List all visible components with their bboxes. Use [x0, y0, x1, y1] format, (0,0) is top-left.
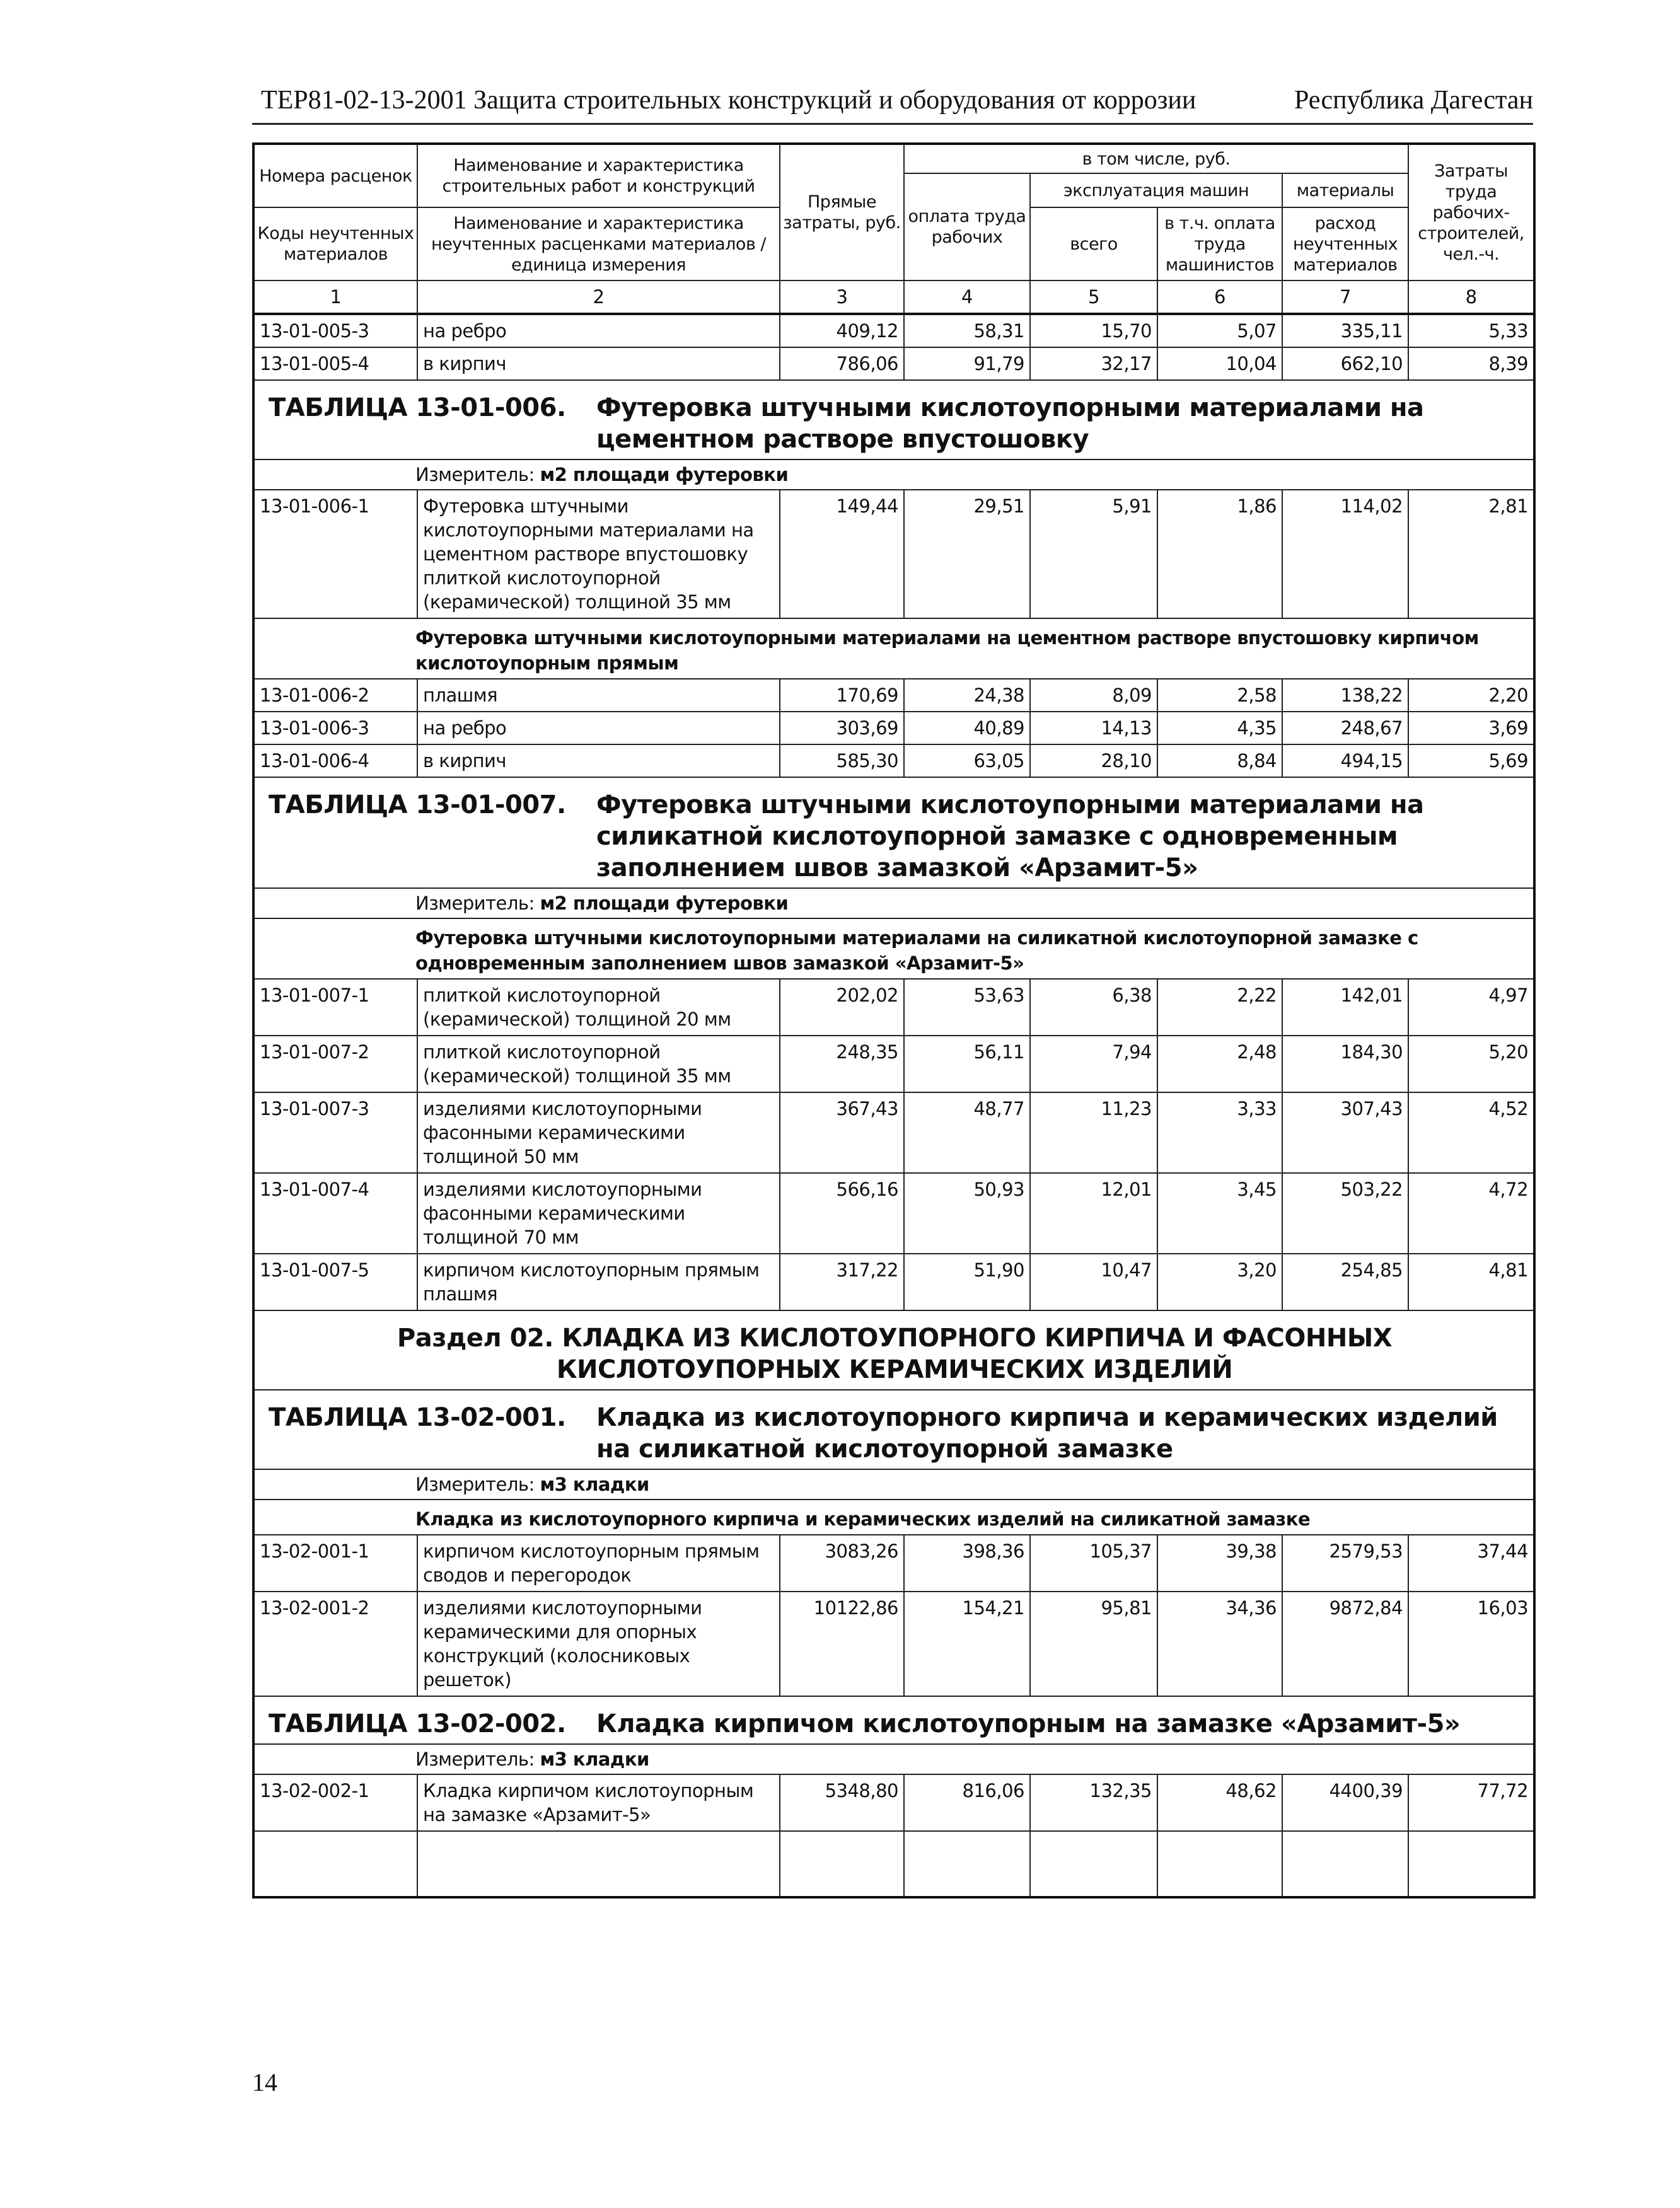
- value-cell: 8,84: [1157, 744, 1282, 777]
- value-cell: 34,36: [1157, 1592, 1282, 1696]
- work-name: Футеровка штучными кислотоупорными материалами на цементном растворе впустошовку плиткой кислотоупорной (керамической) толщиной 35 мм: [417, 490, 780, 618]
- column-number: 6: [1157, 280, 1282, 314]
- work-name: кирпичом кислотоупорным прямым плашмя: [417, 1254, 780, 1310]
- value-cell: 28,10: [1030, 744, 1157, 777]
- empty-cell: [417, 1831, 780, 1897]
- group-subheading: Кладка из кислотоупорного кирпича и керамических изделий на силикатной замазке: [253, 1500, 1534, 1535]
- value-cell: 566,16: [780, 1173, 904, 1254]
- column-number: 4: [904, 280, 1030, 314]
- value-cell: 10,04: [1157, 347, 1282, 380]
- table-row: [253, 1173, 1534, 1254]
- value-cell: 138,22: [1282, 679, 1408, 712]
- value-cell: 5,69: [1408, 744, 1534, 777]
- empty-cell: [1030, 1831, 1157, 1897]
- work-name: в кирпич: [417, 347, 780, 380]
- column-number: 8: [1408, 280, 1534, 314]
- value-cell: 63,05: [904, 744, 1030, 777]
- table-name: Футеровка штучными кислотоупорными материалами на силикатной кислотоупорной замазке с одновременным заполнением швов замазкой «Арзамит-5»: [596, 790, 1424, 882]
- value-cell: 8,09: [1030, 679, 1157, 712]
- table-row: [253, 679, 1534, 712]
- value-cell: 5,07: [1157, 314, 1282, 347]
- table-row: [253, 1535, 1534, 1592]
- col7-header: расход неучтенных материалов: [1282, 207, 1408, 280]
- value-cell: 5348,80: [780, 1774, 904, 1831]
- value-cell: 11,23: [1030, 1092, 1157, 1173]
- value-cell: 29,51: [904, 490, 1030, 618]
- value-cell: 56,11: [904, 1036, 1030, 1092]
- meas-row: [253, 1744, 1534, 1774]
- value-cell: 2,48: [1157, 1036, 1282, 1092]
- column-number: 5: [1030, 280, 1157, 314]
- value-cell: 254,85: [1282, 1254, 1408, 1310]
- title-row: [253, 777, 1534, 888]
- rate-code: 13-01-007-3: [253, 1092, 417, 1173]
- sub-row: [253, 618, 1534, 679]
- table-row: [253, 744, 1534, 777]
- value-cell: 6,38: [1030, 979, 1157, 1036]
- rate-code: 13-01-007-1: [253, 979, 417, 1036]
- empty-cell: [904, 1831, 1030, 1897]
- value-cell: 2,20: [1408, 679, 1534, 712]
- value-cell: 2,58: [1157, 679, 1282, 712]
- value-cell: 14,13: [1030, 712, 1157, 744]
- value-cell: 8,39: [1408, 347, 1534, 380]
- document-title: ТЕР81-02-13-2001 Защита строительных конструкций и оборудования от коррозии: [261, 86, 1196, 115]
- work-name: кирпичом кислотоупорным прямым сводов и перегородок: [417, 1535, 780, 1592]
- rate-code: 13-02-001-2: [253, 1592, 417, 1696]
- col5-header: всего: [1030, 207, 1157, 280]
- work-name: на ребро: [417, 712, 780, 744]
- table-title-block: [269, 1708, 1521, 1740]
- value-cell: 5,33: [1408, 314, 1534, 347]
- rates-table: [252, 142, 1536, 1899]
- table-title: [253, 1390, 1534, 1469]
- table-title-block: [269, 392, 1521, 455]
- table-title: [253, 1696, 1534, 1744]
- value-cell: 3,45: [1157, 1173, 1282, 1254]
- table-row: [253, 490, 1534, 618]
- value-cell: 4,72: [1408, 1173, 1534, 1254]
- rate-code: 13-02-002-1: [253, 1774, 417, 1831]
- column-number: 7: [1282, 280, 1408, 314]
- value-cell: 15,70: [1030, 314, 1157, 347]
- value-cell: 58,31: [904, 314, 1030, 347]
- rate-code: 13-01-006-3: [253, 712, 417, 744]
- measure-unit: [253, 1469, 1534, 1500]
- value-cell: 398,36: [904, 1535, 1030, 1592]
- value-cell: 248,67: [1282, 712, 1408, 744]
- value-cell: 816,06: [904, 1774, 1030, 1831]
- meas-row: [253, 460, 1534, 490]
- value-cell: 248,35: [780, 1036, 904, 1092]
- rate-code: 13-02-001-1: [253, 1535, 417, 1592]
- value-cell: 16,03: [1408, 1592, 1534, 1696]
- sub-row: [253, 918, 1534, 979]
- materials-header: материалы: [1282, 173, 1408, 207]
- value-cell: 154,21: [904, 1592, 1030, 1696]
- table-title-block: [269, 1402, 1521, 1465]
- value-cell: 2579,53: [1282, 1535, 1408, 1592]
- included-header: в том числе, руб.: [904, 144, 1408, 173]
- value-cell: 24,38: [904, 679, 1030, 712]
- col1-bottom-header: Коды неучтенных материалов: [253, 207, 417, 280]
- rate-code: 13-01-006-1: [253, 490, 417, 618]
- value-cell: 105,37: [1030, 1535, 1157, 1592]
- rate-code: 13-01-006-4: [253, 744, 417, 777]
- value-cell: 662,10: [1282, 347, 1408, 380]
- table-row: [253, 1592, 1534, 1696]
- table-title-block: [269, 789, 1521, 884]
- col2-bottom-header: Наименование и характеристика неучтенных расценками материалов / единица измерения: [417, 207, 780, 280]
- col3-header: Прямые затраты, руб.: [780, 144, 904, 280]
- value-cell: 53,63: [904, 979, 1030, 1036]
- rate-code: 13-01-005-4: [253, 347, 417, 380]
- table-number: ТАБЛИЦА 13-02-001.: [269, 1403, 566, 1432]
- value-cell: 91,79: [904, 347, 1030, 380]
- col8-header: Затраты труда рабочих-строителей, чел.-ч.: [1408, 144, 1534, 280]
- value-cell: 5,91: [1030, 490, 1157, 618]
- measure-value: м2 площади футеровки: [540, 893, 789, 914]
- column-number: 2: [417, 280, 780, 314]
- empty-row: [253, 1831, 1534, 1897]
- col1-top-header: Номера расценок: [253, 144, 417, 207]
- value-cell: 132,35: [1030, 1774, 1157, 1831]
- rate-code: 13-01-005-3: [253, 314, 417, 347]
- col6-header: в т.ч. оплата труда машинистов: [1157, 207, 1282, 280]
- empty-cell: [253, 1831, 417, 1897]
- value-cell: 335,11: [1282, 314, 1408, 347]
- value-cell: 4400,39: [1282, 1774, 1408, 1831]
- measure-unit: [253, 460, 1534, 490]
- value-cell: 7,94: [1030, 1036, 1157, 1092]
- table-row: [253, 1774, 1534, 1831]
- measure-unit: [253, 888, 1534, 918]
- value-cell: 77,72: [1408, 1774, 1534, 1831]
- rate-code: 13-01-007-2: [253, 1036, 417, 1092]
- work-name: плиткой кислотоупорной (керамической) толщиной 20 мм: [417, 979, 780, 1036]
- value-cell: 585,30: [780, 744, 904, 777]
- table-row: [253, 347, 1534, 380]
- measure-label: Измеритель:: [415, 893, 535, 914]
- sub-row: [253, 1500, 1534, 1535]
- value-cell: 4,52: [1408, 1092, 1534, 1173]
- group-subheading: Футеровка штучными кислотоупорными материалами на цементном растворе впустошовку кирпичом кислотоупорным прямым: [253, 618, 1534, 679]
- table-number: ТАБЛИЦА 13-01-006.: [269, 393, 566, 422]
- table-row: [253, 1092, 1534, 1173]
- header-row-1: [253, 144, 1534, 173]
- value-cell: 4,35: [1157, 712, 1282, 744]
- measure-value: м3 кладки: [540, 1474, 649, 1495]
- table-number: ТАБЛИЦА 13-01-007.: [269, 790, 566, 819]
- work-name: Кладка кирпичом кислотоупорным на замазке «Арзамит-5»: [417, 1774, 780, 1831]
- work-name: плиткой кислотоупорной (керамической) толщиной 35 мм: [417, 1036, 780, 1092]
- value-cell: 10122,86: [780, 1592, 904, 1696]
- column-number: 3: [780, 280, 904, 314]
- value-cell: 494,15: [1282, 744, 1408, 777]
- value-cell: 95,81: [1030, 1592, 1157, 1696]
- section-title: Раздел 02. КЛАДКА ИЗ КИСЛОТОУПОРНОГО КИРПИЧА И ФАСОННЫХ КИСЛОТОУПОРНЫХ КЕРАМИЧЕСКИХ ИЗДЕЛИЙ: [253, 1310, 1534, 1390]
- work-name: изделиями кислотоупорными керамическими для опорных конструкций (колосниковых решеток): [417, 1592, 780, 1696]
- empty-cell: [1157, 1831, 1282, 1897]
- measure-label: Измеритель:: [415, 1748, 535, 1770]
- value-cell: 48,77: [904, 1092, 1030, 1173]
- table-name: Кладка из кислотоупорного кирпича и керамических изделий на силикатной кислотоупорной замазке: [596, 1403, 1498, 1464]
- measure-value: м3 кладки: [540, 1748, 649, 1770]
- page-number: 14: [252, 2068, 277, 2096]
- measure-label: Измеритель:: [415, 464, 535, 485]
- value-cell: 409,12: [780, 314, 904, 347]
- value-cell: 40,89: [904, 712, 1030, 744]
- empty-cell: [1282, 1831, 1408, 1897]
- table-title: [253, 380, 1534, 460]
- page-header: [252, 85, 1533, 125]
- table-name: Кладка кирпичом кислотоупорным на замазке «Арзамит-5»: [596, 1709, 1461, 1738]
- value-cell: 149,44: [780, 490, 904, 618]
- work-name: на ребро: [417, 314, 780, 347]
- col2-top-header: Наименование и характеристика строительных работ и конструкций: [417, 144, 780, 207]
- measure-unit: [253, 1744, 1534, 1774]
- value-cell: 367,43: [780, 1092, 904, 1173]
- meas-row: [253, 1469, 1534, 1500]
- rate-code: 13-01-007-4: [253, 1173, 417, 1254]
- value-cell: 5,20: [1408, 1036, 1534, 1092]
- value-cell: 184,30: [1282, 1036, 1408, 1092]
- value-cell: 3,20: [1157, 1254, 1282, 1310]
- region-label: Республика Дагестан: [1294, 86, 1533, 115]
- section-row: [253, 1310, 1534, 1390]
- value-cell: 4,81: [1408, 1254, 1534, 1310]
- value-cell: 3,33: [1157, 1092, 1282, 1173]
- value-cell: 170,69: [780, 679, 904, 712]
- value-cell: 303,69: [780, 712, 904, 744]
- work-name: в кирпич: [417, 744, 780, 777]
- value-cell: 503,22: [1282, 1173, 1408, 1254]
- value-cell: 1,86: [1157, 490, 1282, 618]
- measure-label: Измеритель:: [415, 1474, 535, 1495]
- value-cell: 317,22: [780, 1254, 904, 1310]
- column-numbers-row: [253, 280, 1534, 314]
- table-row: [253, 712, 1534, 744]
- value-cell: 786,06: [780, 347, 904, 380]
- value-cell: 202,02: [780, 979, 904, 1036]
- title-row: [253, 1696, 1534, 1744]
- value-cell: 9872,84: [1282, 1592, 1408, 1696]
- value-cell: 307,43: [1282, 1092, 1408, 1173]
- rate-code: 13-01-007-5: [253, 1254, 417, 1310]
- table-row: [253, 1254, 1534, 1310]
- value-cell: 12,01: [1030, 1173, 1157, 1254]
- col4-header: оплата труда рабочих: [904, 173, 1030, 280]
- column-number: 1: [253, 280, 417, 314]
- value-cell: 3083,26: [780, 1535, 904, 1592]
- value-cell: 32,17: [1030, 347, 1157, 380]
- value-cell: 3,69: [1408, 712, 1534, 744]
- value-cell: 4,97: [1408, 979, 1534, 1036]
- value-cell: 2,81: [1408, 490, 1534, 618]
- empty-cell: [1408, 1831, 1534, 1897]
- machines-header: эксплуатация машин: [1030, 173, 1282, 207]
- value-cell: 114,02: [1282, 490, 1408, 618]
- value-cell: 50,93: [904, 1173, 1030, 1254]
- work-name: изделиями кислотоупорными фасонными керамическими толщиной 50 мм: [417, 1092, 780, 1173]
- value-cell: 39,38: [1157, 1535, 1282, 1592]
- value-cell: 2,22: [1157, 979, 1282, 1036]
- measure-value: м2 площади футеровки: [540, 464, 789, 485]
- work-name: изделиями кислотоупорными фасонными керамическими толщиной 70 мм: [417, 1173, 780, 1254]
- title-row: [253, 1390, 1534, 1469]
- value-cell: 142,01: [1282, 979, 1408, 1036]
- table-row: [253, 979, 1534, 1036]
- work-name: плашмя: [417, 679, 780, 712]
- value-cell: 51,90: [904, 1254, 1030, 1310]
- value-cell: 48,62: [1157, 1774, 1282, 1831]
- table-number: ТАБЛИЦА 13-02-002.: [269, 1709, 566, 1738]
- table-name: Футеровка штучными кислотоупорными материалами на цементном растворе впустошовку: [596, 393, 1424, 454]
- value-cell: 10,47: [1030, 1254, 1157, 1310]
- empty-cell: [780, 1831, 904, 1897]
- group-subheading: Футеровка штучными кислотоупорными материалами на силикатной кислотоупорной замазке с одновременным заполнением швов замазкой «Арзамит-5»: [253, 918, 1534, 979]
- table-row: [253, 314, 1534, 347]
- meas-row: [253, 888, 1534, 918]
- title-row: [253, 380, 1534, 460]
- rate-code: 13-01-006-2: [253, 679, 417, 712]
- table-row: [253, 1036, 1534, 1092]
- value-cell: 37,44: [1408, 1535, 1534, 1592]
- table-title: [253, 777, 1534, 888]
